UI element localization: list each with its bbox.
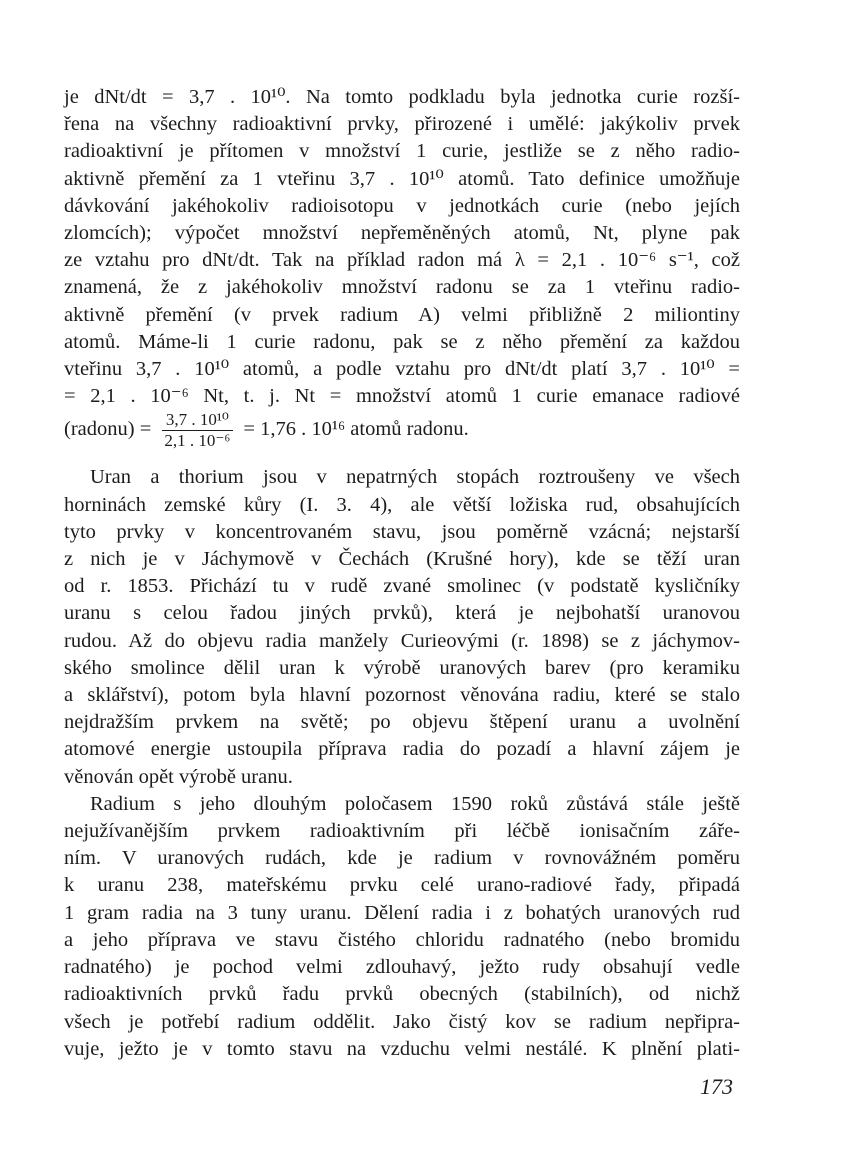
text-line: 1 gram radia na 3 tuny uranu. Dělení radia i z bohatých uranových rud	[64, 901, 740, 924]
text-line: znamená, že z jakéhokoliv množství radonu se za 1 vteřinu radio-	[64, 276, 740, 299]
formula-numerator: 3,7 . 10¹⁰	[162, 410, 233, 431]
text-line: tyto prvky v koncentrovaném stavu, jsou poměrně vzácná; nejstarší	[64, 520, 740, 543]
text-line: nejužívanějším prvkem radioaktivním při léčbě ionisačním záře-	[64, 820, 740, 843]
text-line: nejdražším prvkem na světě; po objevu štěpení uranu a uvolnění	[64, 711, 740, 734]
body-text	[64, 84, 740, 1063]
text-line: je dNt/dt = 3,7 . 10¹⁰. Na tomto podkladu byla jednotka curie rozší-	[64, 86, 740, 108]
text-line: atomů. Máme-li 1 curie radonu, pak se z něho přemění za každou	[64, 330, 740, 353]
text-line: radnatého) je pochod velmi zdlouhavý, ježto rudy obsahují vedle	[64, 956, 740, 979]
text-line: ním. V uranových rudách, kde je radium v rovnovážném poměru	[64, 847, 740, 870]
formula-suffix: = 1,76 . 10¹⁶ atomů radonu.	[243, 418, 469, 441]
text-line: všech je potřebí radium oddělit. Jako čistý kov se radium nepřipra-	[64, 1010, 740, 1033]
text-line: radioaktivní je přítomen v množství 1 curie, jestliže se z něho radio-	[64, 140, 740, 163]
text-line: radioaktivních prvků řadu prvků obecných (stabilních), od nichž	[64, 983, 740, 1006]
text-line: atomové energie ustoupila příprava radia do pozadí a hlavní zájem je	[64, 738, 740, 761]
text-line: a sklářství), potom byla hlavní pozornost věnována radiu, které se stalo	[64, 684, 740, 707]
text-line: aktivně přemění za 1 vteřinu 3,7 . 10¹⁰ atomů. Tato definice umožňuje	[64, 167, 740, 190]
text-line: uranu s celou řadou jiných prvků), která je nejbohatší uranovou	[64, 602, 740, 625]
formula-denominator: 2,1 . 10⁻⁶	[164, 431, 231, 451]
text-line: horninách zemské kůry (I. 3. 4), ale větší ložiska rud, obsahujících	[64, 493, 740, 516]
text-line: věnován opět výrobě uranu.	[64, 765, 293, 788]
text-line: Uran a thorium jsou v nepatrných stopách roztroušeny ve všech	[90, 466, 740, 489]
text-line: řena na všechny radioaktivní prvky, přirozené i umělé: jakýkoliv prvek	[64, 113, 740, 136]
text-line: z nich je v Jáchymově v Čechách (Krušné hory), kde se těží uran	[64, 548, 740, 571]
page-number: 173	[700, 1074, 733, 1099]
text-line: ze vztahu pro dNt/dt. Tak na příklad radon má λ = 2,1 . 10⁻⁶ s⁻¹, což	[64, 249, 740, 272]
text-line: ského smolince dělil uran k výrobě uranových barev (pro keramiku	[64, 656, 740, 679]
text-line: vteřinu 3,7 . 10¹⁰ atomů, a podle vztahu pro dNt/dt platí 3,7 . 10¹⁰ =	[64, 358, 740, 381]
text-line: od r. 1853. Přichází tu v rudě zvané smolinec (v podstatě kysličníky	[64, 575, 740, 598]
text-line: rudou. Až do objevu radia manžely Curieovými (r. 1898) se z jáchymov-	[64, 629, 740, 652]
text-line: Radium s jeho dlouhým poločasem 1590 roků zůstává stále ještě	[90, 792, 740, 815]
text-line: aktivně přemění (v prvek radium A) velmi přibližně 2 miliontiny	[64, 303, 740, 326]
formula-fraction	[160, 410, 234, 451]
formula-line	[64, 410, 740, 464]
text-line: a jeho příprava ve stavu čistého chloridu radnatého (nebo bromidu	[64, 928, 740, 951]
text-line: = 2,1 . 10⁻⁶ Nt, t. j. Nt = množství atomů 1 curie emanace radiové	[64, 385, 740, 408]
text-line: k uranu 238, mateřskému prvku celé urano-radiové řady, připadá	[64, 874, 740, 897]
text-line: zlomcích); výpočet množství nepřeměněných atomů, Nt, plyne pak	[64, 222, 740, 245]
formula-prefix: (radonu) =	[64, 418, 152, 441]
text-line: dávkování jakéhokoliv radioisotopu v jednotkách curie (nebo jejích	[64, 194, 740, 217]
text-line: vuje, ježto je v tomto stavu na vzduchu velmi nestálé. K plnění plati-	[64, 1037, 740, 1060]
